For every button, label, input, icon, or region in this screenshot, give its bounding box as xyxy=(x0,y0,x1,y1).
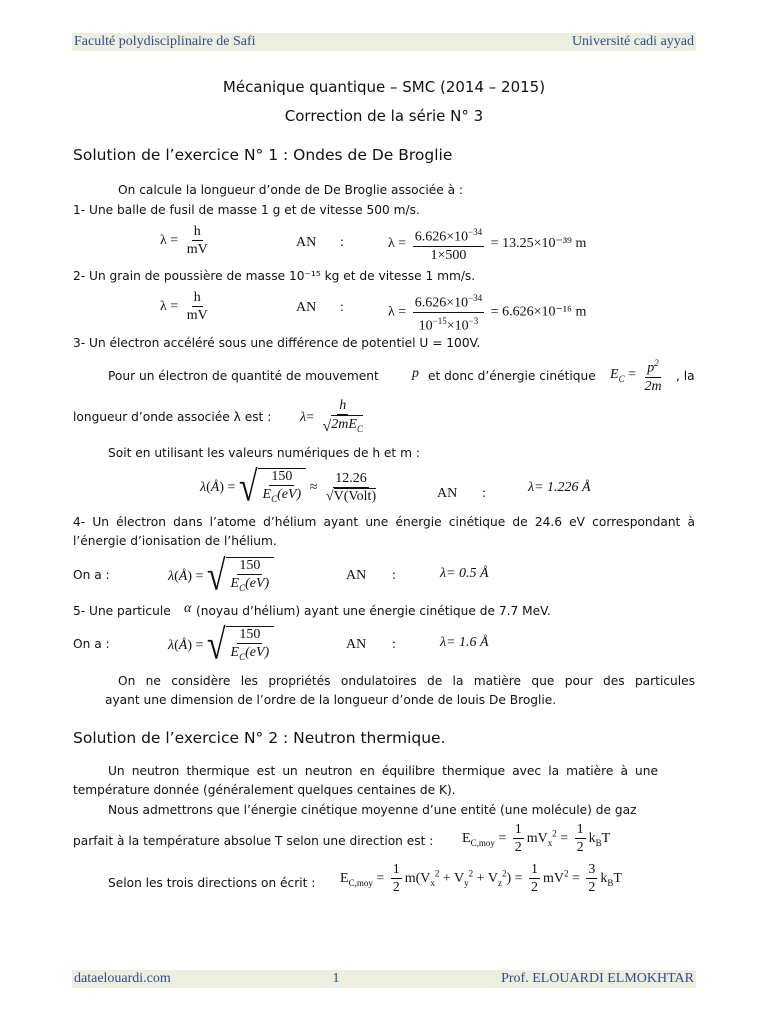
result-2: 6.626×10⁻¹⁶ m xyxy=(502,304,587,320)
header-left: Faculté polydisciplinaire de Safi xyxy=(74,34,256,49)
ex1-item5: 5- Une particule xyxy=(73,604,171,618)
calc-2: λ = $\frac{6.626\times 10^{-34}}{10^{-15}\times 10^{-3}}$ = 6.626×10⁻¹⁶ m xyxy=(388,290,586,334)
ex2-p3: Selon les trois directions on écrit : xyxy=(108,876,316,890)
an-label-2: AN xyxy=(296,300,317,315)
ona-label-2: On a : xyxy=(73,637,110,651)
calc-1: λ = $\frac{6.626\times 10^{-34}}{1\times 500}$ = 13.25×10⁻³⁹ m xyxy=(388,224,586,264)
an-colon-5: : xyxy=(392,637,396,652)
page-footer xyxy=(72,970,696,988)
lambda-angstrom-formula-2: λ(Å) = √ $\frac{150}{E_C(eV)}$ xyxy=(168,557,274,597)
alpha-symbol: α xyxy=(184,601,192,616)
header-right: Université cadi ayyad xyxy=(571,34,694,49)
ex1-conclusion-2: ayant une dimension de l’ordre de la longueur d’onde de louis De Broglie. xyxy=(105,693,557,707)
ex1-item4b: l’énergie d’ionisation de l’hélium. xyxy=(73,534,277,548)
an-label-5: AN xyxy=(346,637,367,652)
formula-lambda-2: λ = $\frac{h}{mV}$ xyxy=(160,290,208,323)
ex1-item1: 1- Une balle de fusil de masse 1 g et de vitesse 500 m/s. xyxy=(73,203,420,217)
ex2-p2b: parfait à la température absolue T selon une direction est : xyxy=(73,834,434,848)
page-number: 1 xyxy=(332,971,340,986)
section-heading-ex1: Solution de l’exercice N° 1 : Ondes de De Broglie xyxy=(73,146,453,164)
ex1-conclusion-1: On ne considère les propriétés ondulatoires de la matière que pour des particules xyxy=(118,674,695,688)
ona-label-1: On a : xyxy=(73,568,110,582)
an-colon-2: : xyxy=(340,300,344,315)
lambda-angstrom-formula-1: λ(Å) = √ $\frac{150}{E_C(eV)}$ ≈ $\frac{12.26}{\text{√V(Volt)}}$ xyxy=(200,464,377,511)
ex1-item4a: 4- Un électron dans l’atome d’hélium ayant une énergie cinétique de 24.6 eV correspondant à xyxy=(73,515,695,529)
momentum-symbol: p⃗ xyxy=(412,366,430,381)
an-colon-3: : xyxy=(482,486,486,501)
ex1-p3a: Pour un électron de quantité de mouvement xyxy=(108,369,379,383)
ex1-p3d: longueur d’onde associée λ est : xyxy=(73,410,272,424)
ex1-intro: On calcule la longueur d’onde de De Broglie associée à : xyxy=(118,183,464,197)
ex1-p3c: , la xyxy=(676,369,695,383)
an-colon-1: : xyxy=(340,235,344,250)
page-header xyxy=(72,33,696,51)
an-colon-4: : xyxy=(392,568,396,583)
lambda-angstrom-formula-3: λ(Å) = √ $\frac{150}{E_C(eV)}$ xyxy=(168,626,274,666)
ex2-p1b: température donnée (généralement quelques centaines de K). xyxy=(73,783,456,797)
result-1: 13.25×10⁻³⁹ m xyxy=(502,236,587,252)
ec-moy-1d-formula: $E_{C,moy}$ = $\frac{1}{2}$ $mV_x^2$ = $\frac{1}{2}$ $k_BT$ xyxy=(462,822,611,855)
ex2-p1a: Un neutron thermique est un neutron en équilibre thermique avec la matière à une xyxy=(108,764,658,778)
doc-title: Mécanique quantique – SMC (2014 – 2015) xyxy=(222,78,546,96)
lambda-formula-sqrt: λ= h √ $2mE_C$ xyxy=(300,398,368,438)
ec-moy-3d-formula: $E_{C,moy}$ = $\frac{1}{2}$ $m(V_x^2 + V_y^2 + V_z^2)$ = $\frac{1}{2}$ $mV^2$ = $\frac{3}{2}$ $k_BT$ xyxy=(340,862,622,895)
ex1-item3: 3- Un électron accéléré sous une différence de potentiel U = 100V. xyxy=(73,336,481,350)
an-label-1: AN xyxy=(296,235,317,250)
result-4: λ= 0.5 Å xyxy=(440,566,489,581)
ex1-item2: 2- Un grain de poussière de masse 10⁻¹⁵ kg et de vitesse 1 mm/s. xyxy=(73,269,476,283)
ex1-p3e: Soit en utilisant les valeurs numériques de h et m : xyxy=(108,446,420,460)
an-label-3: AN xyxy=(437,486,458,501)
result-3: λ= 1.226 Å xyxy=(528,480,591,495)
doc-subtitle: Correction de la série N° 3 xyxy=(284,107,484,125)
section-heading-ex2: Solution de l’exercice N° 2 : Neutron thermique. xyxy=(73,729,446,747)
formula-lambda-1: λ = $\frac{h}{mV}$ xyxy=(160,224,208,257)
ex1-item5b: (noyau d’hélium) ayant une énergie cinétique de 7.7 MeV. xyxy=(196,604,551,618)
ex1-p3b: et donc d’énergie cinétique xyxy=(428,369,596,383)
kinetic-energy-formula: $E_C$ = $\frac{p^2}{2m}$ xyxy=(610,355,667,395)
ex2-p2a: Nous admettrons que l’énergie cinétique moyenne d’une entité (une molécule) de gaz xyxy=(108,803,637,817)
an-label-4: AN xyxy=(346,568,367,583)
result-5: λ= 1.6 Å xyxy=(440,635,489,650)
footer-right: Prof. ELOUARDI ELMOKHTAR xyxy=(501,971,694,986)
footer-left: dataelouardi.com xyxy=(74,971,171,986)
